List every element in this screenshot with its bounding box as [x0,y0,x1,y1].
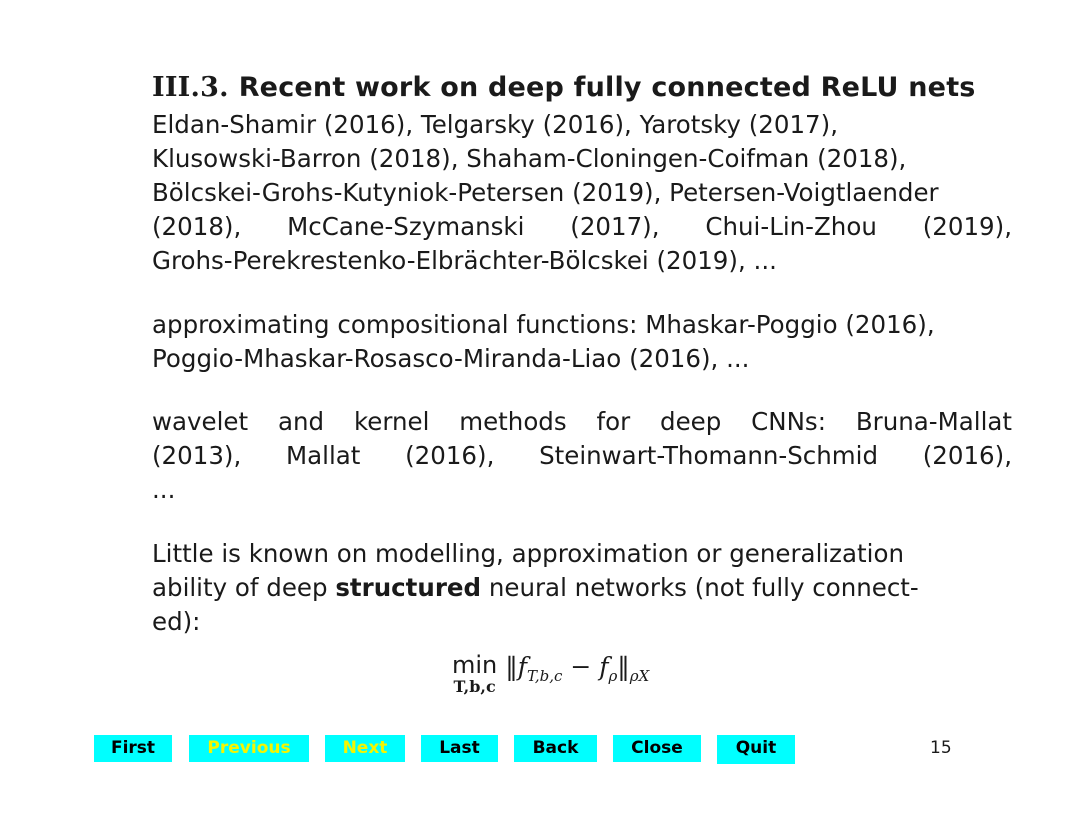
text-line: Bölcskei-Grohs-Kutyniok-Petersen (2019), Petersen-Voigtlaender [152,178,939,207]
close-button[interactable]: Close [613,735,701,762]
paragraph-structured [152,537,1012,639]
text-line: (2013), Mallat (2016), Steinwart-Thomann-Schmid (2016), [152,441,1012,470]
paragraph-wavelet [152,405,1012,507]
norm-expression [505,652,649,691]
expr-part: − f [562,652,609,681]
expr-subscript: ρ [608,667,618,685]
min-subscript: T,b,c [453,677,496,696]
min-label: min [452,651,498,679]
text-line: Poggio-Mhaskar-Rosasco-Miranda-Liao (2016), ... [152,344,750,373]
next-button[interactable]: Next [325,735,405,762]
last-button[interactable]: Last [421,735,498,762]
minimization-formula [452,652,649,702]
back-button[interactable]: Back [514,735,597,762]
min-operator [452,652,497,696]
first-button[interactable]: First [94,735,172,762]
text-line: ... [152,475,176,504]
section-number: III.3. [152,72,229,103]
emphasis-structured: structured [335,573,482,602]
paragraph-compositional [152,308,1012,376]
previous-button[interactable]: Previous [189,735,309,762]
expr-part: ‖f [505,652,528,681]
slide-title [152,72,976,103]
text-line: Klusowski-Barron (2018), Shaham-Cloningen-Coifman (2018), [152,144,907,173]
title-text: Recent work on deep fully connected ReLU nets [238,72,976,103]
text-line: wavelet and kernel methods for deep CNNs: Bruna-Mallat [152,407,1012,436]
expr-subscript: T,b,c [527,667,563,685]
quit-button[interactable]: Quit [717,735,795,764]
text-line [152,571,1012,605]
page-number: 15 [930,738,952,758]
text-line: Little is known on modelling, approximation or generalization [152,539,904,568]
text-line: approximating compositional functions: Mhaskar-Poggio (2016), [152,310,935,339]
navigation-bar [0,735,1080,765]
text-line: Eldan-Shamir (2016), Telgarsky (2016), Yarotsky (2017), [152,110,838,139]
text-line: (2018), McCane-Szymanski (2017), Chui-Lin-Zhou (2019), [152,212,1012,241]
expr-part: ‖ [617,652,630,681]
text-line: ed): [152,607,201,636]
paragraph-references-relu [152,108,1012,278]
text-fragment: ability of deep [152,573,336,602]
expr-subscript: ρX [629,667,650,685]
text-fragment: neural networks (not fully connect- [481,573,919,602]
text-line: Grohs-Perekrestenko-Elbrächter-Bölcskei (2019), ... [152,246,777,275]
